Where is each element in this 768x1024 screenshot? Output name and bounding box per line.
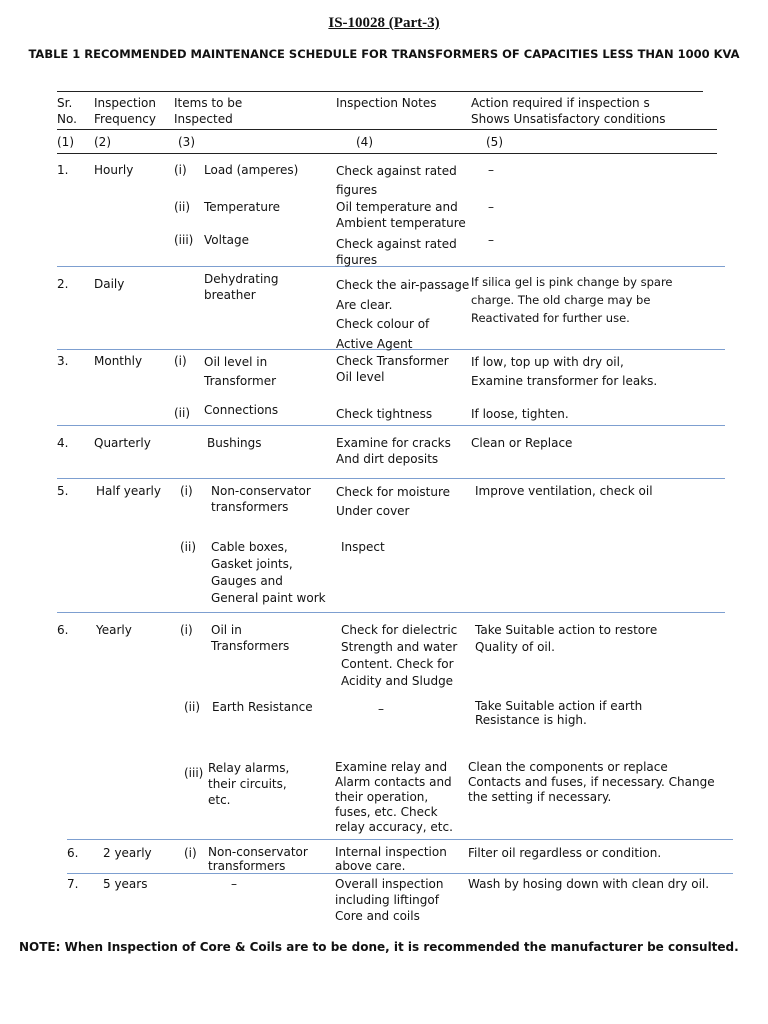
sub-index: (iii): [174, 233, 194, 247]
document-title: IS-10028 (Part-3): [328, 15, 440, 31]
action-required: Improve ventilation, check oil: [475, 484, 653, 498]
action-required: Take Suitable action if earth Resistance is high.: [475, 699, 643, 727]
sub-index: (i): [180, 623, 193, 637]
header-top-rule: [57, 91, 703, 92]
inspection-note: Examine for cracks And dirt deposits: [336, 436, 451, 466]
column-number: (4): [356, 135, 373, 149]
sub-index: (iii): [184, 766, 204, 780]
column-number: (3): [178, 135, 195, 149]
row-divider: [67, 839, 733, 840]
inspection-note: Check for moisture Under cover: [336, 485, 451, 518]
row-divider: [57, 612, 725, 613]
action-required: Clean or Replace: [471, 436, 573, 450]
action-required: Clean the components or replace Contacts and fuses, if necessary. Change the setting if necessary.: [468, 760, 715, 804]
inspection-note: Oil temperature and Ambient temperature: [336, 200, 466, 230]
table-title: TABLE 1 RECOMMENDED MAINTENANCE SCHEDULE FOR TRANSFORMERS OF CAPACITIES LESS THAN 1000 KVA: [28, 47, 740, 61]
row-sr: 5.: [57, 484, 69, 498]
column-number: (5): [486, 135, 503, 149]
row-frequency: Yearly: [96, 623, 132, 637]
header-sr-no: Sr. No.: [57, 96, 77, 126]
row-sr: 7.: [67, 877, 79, 891]
header-notes: Inspection Notes: [336, 96, 437, 110]
item-inspected: Bushings: [207, 436, 262, 450]
action-required: –: [488, 233, 494, 247]
item-inspected: Connections: [204, 403, 279, 417]
item-inspected: Relay alarms, their circuits, etc.: [208, 761, 290, 807]
row-frequency: 5 years: [103, 877, 148, 891]
row-divider: [67, 873, 733, 874]
action-required: Take Suitable action to restore Quality of oil.: [475, 623, 658, 654]
header-frequency: Inspection Frequency: [94, 96, 156, 126]
sub-index: (i): [180, 484, 193, 498]
inspection-note: Check the air-passage Are clear. Check colour of Active Agent: [336, 278, 470, 351]
item-inspected: Load (amperes): [204, 163, 299, 177]
item-inspected: Temperature: [204, 200, 281, 214]
inspection-note: Check against rated figures: [336, 237, 457, 267]
row-frequency: Quarterly: [94, 436, 151, 450]
row-divider: [57, 478, 725, 479]
inspection-note: –: [378, 702, 384, 716]
sub-index: (ii): [174, 406, 191, 420]
item-inspected: Oil in Transformers: [211, 623, 290, 653]
sub-index: (ii): [174, 200, 191, 214]
inspection-note: Inspect: [341, 540, 385, 554]
action-required: If loose, tighten.: [471, 407, 569, 421]
sub-index: (ii): [184, 700, 201, 714]
row-sr: 6.: [57, 623, 69, 637]
item-inspected: Non-conservator transformers: [208, 845, 308, 873]
inspection-note: Check against rated figures: [336, 164, 457, 197]
item-inspected: Cable boxes, Gasket joints, Gauges and General paint work: [211, 540, 326, 605]
item-inspected: Oil level in Transformer: [204, 355, 277, 388]
item-inspected: Voltage: [204, 233, 250, 247]
sub-index: (i): [174, 163, 187, 177]
row-frequency: Half yearly: [96, 484, 161, 498]
header-items: Items to be Inspected: [174, 96, 243, 126]
action-required: Wash by hosing down with clean dry oil.: [468, 877, 710, 891]
row-frequency: Daily: [94, 277, 125, 291]
row-sr: 3.: [57, 354, 69, 368]
inspection-note: Check tightness: [336, 407, 433, 421]
row-sr: 6.: [67, 846, 79, 860]
action-required: –: [488, 163, 494, 177]
inspection-note: Internal inspection above care.: [335, 845, 447, 873]
inspection-note: Overall inspection including liftingof Core and coils: [335, 877, 444, 923]
row-frequency: 2 yearly: [103, 846, 152, 860]
row-sr: 4.: [57, 436, 69, 450]
row-frequency: Hourly: [94, 163, 134, 177]
item-inspected: Earth Resistance: [212, 700, 313, 714]
action-required: If low, top up with dry oil, Examine transformer for leaks.: [471, 355, 658, 388]
row-divider: [57, 425, 725, 426]
inspection-note: Check for dielectric Strength and water Content. Check for Acidity and Sludge: [341, 623, 458, 688]
header-action: Action required if inspection s Shows Unsatisfactory conditions: [471, 96, 666, 126]
sub-index: (i): [174, 354, 187, 368]
sub-index: (ii): [180, 540, 197, 554]
item-inspected: Dehydrating breather: [204, 272, 279, 302]
sub-index: (i): [184, 846, 197, 860]
column-number: (1): [57, 135, 74, 149]
item-inspected: –: [231, 877, 237, 891]
action-required: –: [488, 200, 494, 214]
row-sr: 1.: [57, 163, 69, 177]
inspection-note: Examine relay and Alarm contacts and their operation, fuses, etc. Check relay accuracy, etc.: [335, 760, 453, 834]
row-frequency: Monthly: [94, 354, 143, 368]
item-inspected: Non-conservator transformers: [211, 484, 311, 514]
inspection-note: Check Transformer Oil level: [336, 354, 449, 384]
column-number-rule: [57, 153, 717, 154]
row-sr: 2.: [57, 277, 69, 291]
header-bottom-rule: [57, 129, 717, 130]
column-number: (2): [94, 135, 111, 149]
action-required: If silica gel is pink change by spare charge. The old charge may be Reactivated for further use.: [471, 275, 673, 325]
action-required: Filter oil regardless or condition.: [468, 846, 662, 860]
footnote: NOTE: When Inspection of Core & Coils are to be done, it is recommended the manufacturer be consulted.: [19, 940, 739, 954]
